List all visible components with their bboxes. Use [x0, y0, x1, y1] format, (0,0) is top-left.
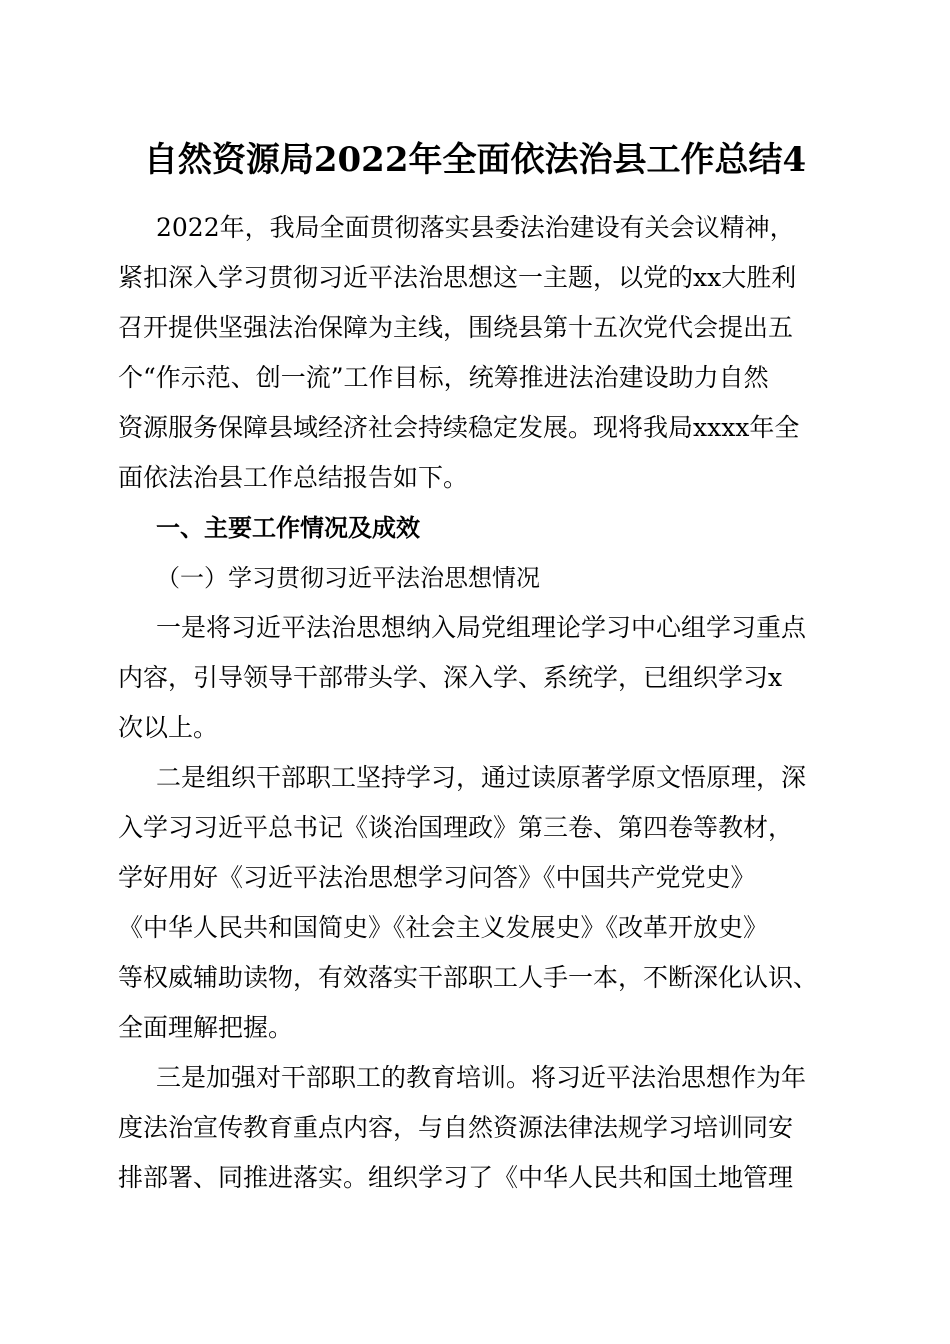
paragraph-line: 排部署、同推进落实。组织学习了《中华人民共和国土地管理 [118, 1163, 794, 1192]
paragraph-line: 入学习习近平总书记《谈治国理政》第三卷、第四卷等教材， [118, 813, 794, 842]
section-heading: 一、主要工作情况及成效 [156, 514, 420, 542]
intro-line: 面依法治县工作总结报告如下。 [118, 463, 469, 492]
intro-line: 个“作示范、创一流”工作目标，统筹推进法治建设助力自然 [118, 363, 769, 392]
paragraph-line: 度法治宣传教育重点内容，与自然资源法律法规学习培训同安 [118, 1113, 794, 1142]
paragraph-line: 学好用好《习近平法治思想学习问答》《中国共产党党史》 [118, 863, 756, 892]
document-body [118, 203, 848, 1203]
document-title: 自然资源局2022年全面依法治县工作总结4 [143, 140, 807, 180]
paragraph-line: 全面理解把握。 [118, 1013, 294, 1042]
intro-line: 资源服务保障县域经济社会持续稳定发展。现将我局xxxx年全 [118, 413, 800, 442]
paragraph-line: 《中华人民共和国简史》《社会主义发展史》《改革开放史》 [118, 913, 769, 942]
paragraph-line: 一是将习近平法治思想纳入局党组理论学习中心组学习重点 [156, 613, 807, 642]
paragraph-line: 内容，引导领导干部带头学、深入学、系统学，已组织学习x [118, 663, 783, 692]
intro-line: 2022年，我局全面贯彻落实县委法治建设有关会议精神， [156, 213, 795, 242]
paragraph-line: 三是加强对干部职工的教育培训。将习近平法治思想作为年 [156, 1063, 807, 1092]
paragraph-line: 次以上。 [118, 713, 219, 742]
subsection-heading: （一）学习贯彻习近平法治思想情况 [156, 564, 540, 592]
intro-line: 召开提供坚强法治保障为主线，围绕县第十五次党代会提出五 [118, 313, 794, 342]
paragraph-line: 等权威辅助读物，有效落实干部职工人手一本，不断深化认识、 [118, 963, 819, 992]
intro-line: 紧扣深入学习贯彻习近平法治思想这一主题，以党的xx大胜利 [118, 263, 797, 292]
paragraph-line: 二是组织干部职工坚持学习，通过读原著学原文悟原理，深 [156, 763, 807, 792]
